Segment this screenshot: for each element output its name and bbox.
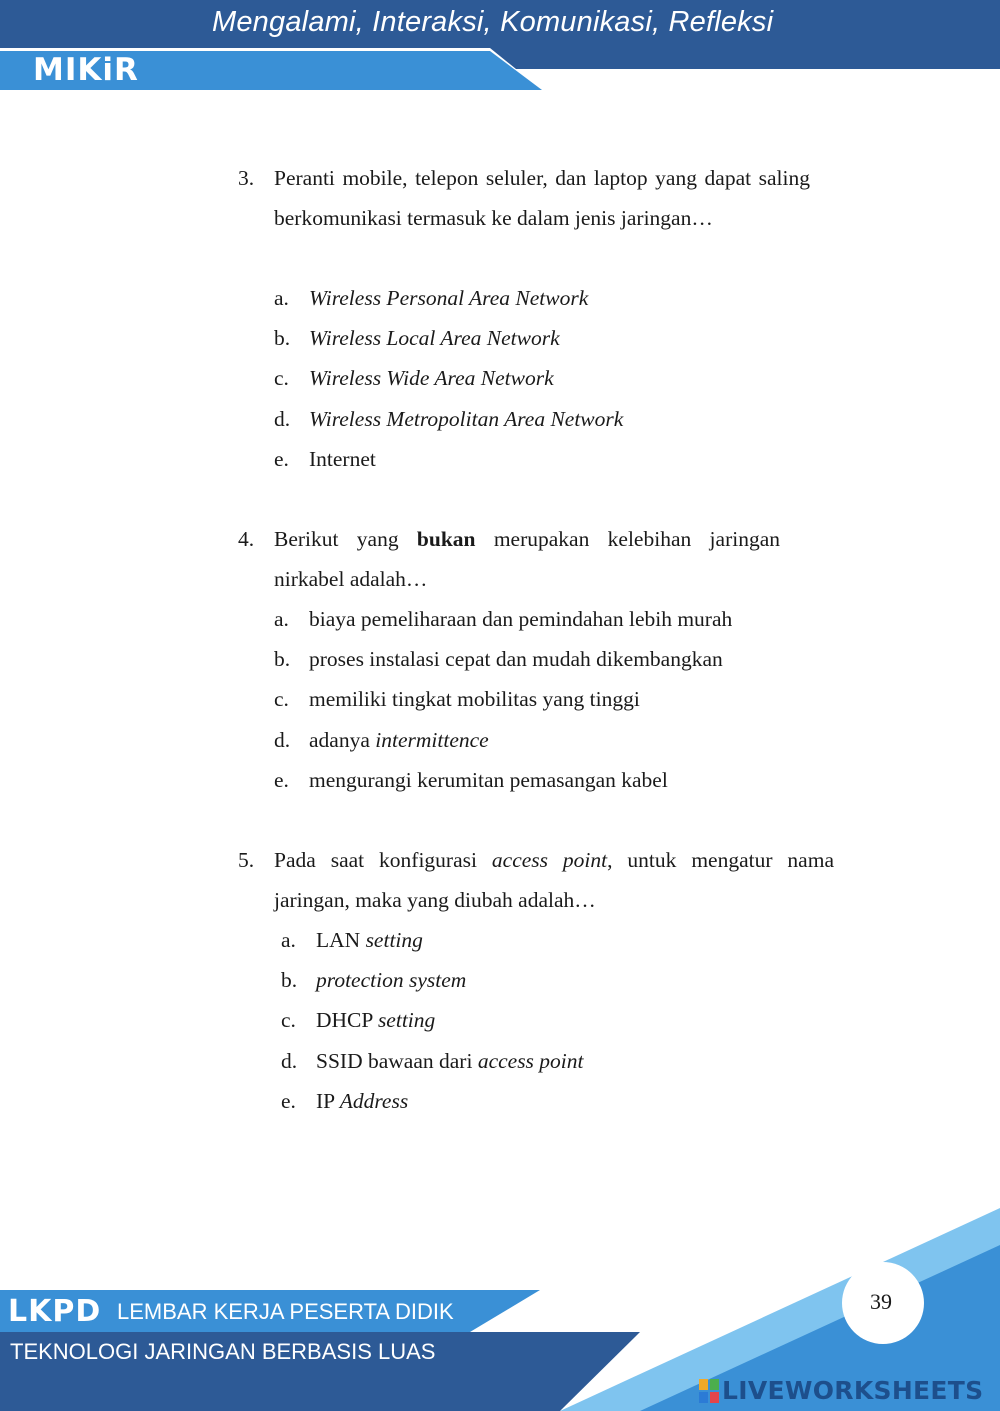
option-b[interactable] — [281, 960, 584, 1000]
option-e[interactable] — [274, 439, 623, 479]
option-text: IP — [316, 1088, 340, 1113]
option-letter: a. — [274, 286, 289, 310]
lkpd-subtitle: LEMBAR KERJA PESERTA DIDIK — [117, 1299, 454, 1324]
option-text: mengurangi kerumitan pemasangan kabel — [309, 767, 668, 792]
question-stem — [274, 840, 834, 920]
option-text: SSID bawaan dari — [316, 1048, 478, 1073]
option-text: adanya — [309, 727, 376, 752]
option-c[interactable] — [274, 358, 623, 398]
question-stem: Peranti mobile, telepon seluler, dan laptop yang dapat saling berkomunikasi termasuk ke dalam jenis jaringan… — [274, 166, 810, 230]
option-text-italic: setting — [365, 928, 423, 952]
option-text-italic: setting — [377, 1008, 436, 1033]
stem-text: Pada saat konfigurasi — [274, 848, 492, 872]
option-a[interactable] — [281, 920, 584, 960]
option-b[interactable] — [274, 318, 623, 358]
stem-text: , untuk mengatur nama jaringan, maka yang diubah adalah… — [274, 848, 834, 912]
option-letter: b. — [274, 326, 291, 351]
option-list — [281, 920, 584, 1121]
option-letter: e. — [281, 1088, 296, 1113]
option-b[interactable] — [274, 639, 732, 679]
option-list — [274, 599, 732, 800]
option-text: Wireless Wide Area Network — [309, 366, 554, 391]
option-d[interactable] — [274, 720, 732, 760]
option-c[interactable] — [274, 679, 732, 719]
option-text-italic: protection system — [316, 968, 467, 993]
option-text: memiliki tingkat mobilitas yang tinggi — [309, 687, 640, 712]
option-letter: d. — [281, 1048, 298, 1073]
subject-title: TEKNOLOGI JARINGAN BERBASIS LUAS — [10, 1339, 436, 1364]
option-letter: e. — [274, 767, 289, 792]
option-c[interactable] — [281, 1000, 584, 1040]
option-e[interactable] — [281, 1081, 584, 1121]
stem-emphasis: bukan — [416, 527, 476, 551]
question-number: 5. — [238, 848, 255, 872]
stem-text: Berikut yang — [274, 527, 417, 551]
option-text: DHCP — [316, 1008, 378, 1033]
question-4 — [238, 519, 810, 809]
option-d[interactable] — [281, 1041, 584, 1081]
option-letter: e. — [274, 446, 289, 471]
option-letter: b. — [274, 647, 291, 672]
page-number: 39 — [870, 1289, 892, 1314]
option-text: Internet — [309, 446, 376, 471]
option-letter: d. — [274, 406, 291, 431]
option-text-italic: Address — [339, 1088, 409, 1113]
option-text: biaya pemeliharaan dan pemindahan lebih murah — [309, 607, 733, 631]
stem-text: merupakan kelebihan jaringan nirkabel adalah… — [274, 527, 780, 591]
option-a[interactable] — [274, 278, 623, 318]
option-text: proses instalasi cepat dan mudah dikembangkan — [309, 647, 723, 672]
option-list — [274, 278, 623, 479]
option-text: Wireless Personal Area Network — [309, 286, 589, 310]
option-d[interactable] — [274, 399, 623, 439]
question-number: 3. — [238, 166, 255, 190]
option-text: Wireless Metropolitan Area Network — [309, 406, 624, 431]
liveworksheets-icon — [699, 1379, 719, 1403]
option-text-italic: intermittence — [375, 727, 489, 752]
option-text-italic: access point — [477, 1048, 584, 1073]
question-number: 4. — [238, 527, 255, 551]
header-title: Mengalami, Interaksi, Komunikasi, Refleksi — [212, 6, 774, 38]
option-a[interactable] — [274, 599, 732, 639]
liveworksheets-watermark[interactable] — [699, 1376, 999, 1408]
brand-logo: MIKiR — [33, 52, 139, 88]
lkpd-logo: LKPD — [8, 1294, 102, 1329]
option-letter: c. — [274, 366, 289, 391]
option-letter: c. — [274, 687, 289, 712]
question-3 — [238, 158, 810, 478]
liveworksheets-text: LIVEWORKSHEETS — [722, 1376, 984, 1405]
stem-italic: access point — [491, 848, 608, 872]
option-letter: c. — [281, 1008, 296, 1033]
option-e[interactable] — [274, 760, 732, 800]
option-letter: a. — [274, 607, 289, 631]
question-stem — [274, 519, 780, 599]
option-text: LAN — [316, 928, 366, 952]
option-letter: a. — [281, 928, 296, 952]
option-letter: b. — [281, 968, 298, 993]
option-letter: d. — [274, 727, 291, 752]
question-5 — [238, 840, 838, 1130]
option-text: Wireless Local Area Network — [309, 326, 560, 351]
